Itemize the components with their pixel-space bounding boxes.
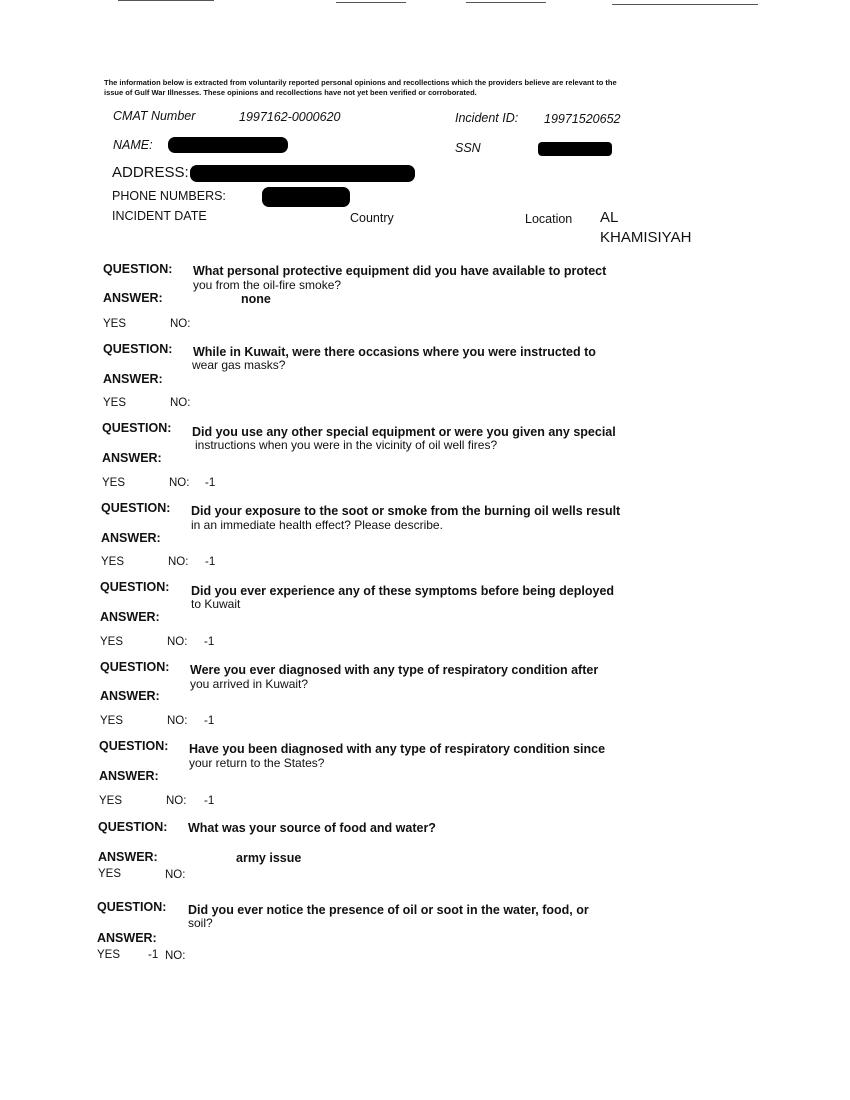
no-label: NO: <box>167 715 188 727</box>
disclaimer <box>104 78 617 98</box>
question-text-cont: instructions when you were in the vicinity of oil well fires? <box>195 438 498 452</box>
address-redaction <box>190 165 415 182</box>
no-label: NO: <box>165 950 186 962</box>
question-text: What was your source of food and water? <box>188 821 436 835</box>
question-label: QUESTION: <box>103 262 173 276</box>
yes-label: YES <box>102 477 126 489</box>
answer-label: ANSWER: <box>103 291 163 305</box>
ssn-redaction <box>538 142 612 156</box>
no-value: -1 <box>204 795 215 807</box>
disclaimer-line-2: issue of Gulf War Illnesses. These opinions and recollections have not yet been verified or corroborated. <box>104 88 477 97</box>
question-label: QUESTION: <box>98 820 168 834</box>
answer-value: none <box>241 292 271 306</box>
cmat-value: 1997162-0000620 <box>239 110 341 124</box>
yes-label: YES <box>101 556 125 568</box>
question-label: QUESTION: <box>97 900 167 914</box>
incident-id-value: 19971520652 <box>544 112 621 126</box>
answer-label: ANSWER: <box>102 451 162 465</box>
no-value: -1 <box>205 477 216 489</box>
answer-label: ANSWER: <box>97 931 157 945</box>
question-text-cont: you from the oil-fire smoke? <box>193 278 342 292</box>
question-text-cont: soil? <box>188 916 213 930</box>
no-value: -1 <box>204 636 215 648</box>
yes-label: YES <box>100 636 124 648</box>
answer-value: army issue <box>236 851 302 865</box>
cmat-label: CMAT Number <box>113 109 196 123</box>
yes-label: YES <box>100 715 124 727</box>
yes-label: YES <box>103 397 127 409</box>
ssn-label: SSN <box>455 141 481 155</box>
yes-label: YES <box>103 318 127 330</box>
scan-line <box>336 2 406 3</box>
question-text: What personal protective equipment did you have available to protect <box>193 264 607 278</box>
question-text-cont: wear gas masks? <box>192 358 286 372</box>
question-label: QUESTION: <box>101 501 171 515</box>
answer-label: ANSWER: <box>101 531 161 545</box>
answer-label: ANSWER: <box>100 610 160 624</box>
question-text-cont: in an immediate health effect? Please describe. <box>191 518 443 532</box>
no-label: NO: <box>166 795 187 807</box>
question-label: QUESTION: <box>100 580 170 594</box>
question-text-cont: your return to the States? <box>189 756 325 770</box>
question-label: QUESTION: <box>103 342 173 356</box>
name-redaction <box>168 137 288 153</box>
incident-id-label: Incident ID: <box>455 111 519 125</box>
scan-line <box>118 0 214 1</box>
answer-label: ANSWER: <box>99 769 159 783</box>
question-label: QUESTION: <box>102 421 172 435</box>
yes-label: YES <box>97 949 121 961</box>
question-label: QUESTION: <box>99 739 169 753</box>
question-label: QUESTION: <box>100 660 170 674</box>
scan-line <box>612 4 758 5</box>
location-value-cont: KHAMISIYAH <box>600 229 692 246</box>
phone-redaction <box>262 187 350 207</box>
disclaimer-line-1: The information below is extracted from voluntarily reported personal opinions and recollections which the providers believe are relevant to the <box>104 78 617 87</box>
question-text: Have you been diagnosed with any type of respiratory condition since <box>189 742 606 756</box>
yes-label: YES <box>98 868 122 880</box>
no-label: NO: <box>169 477 190 489</box>
question-text: Did your exposure to the soot or smoke from the burning oil wells result <box>191 504 621 518</box>
no-label: NO: <box>170 397 191 409</box>
question-text: Did you use any other special equipment or were you given any special <box>192 425 616 439</box>
question-text: While in Kuwait, were there occasions where you were instructed to <box>193 345 596 359</box>
no-label: NO: <box>167 636 188 648</box>
question-text: Were you ever diagnosed with any type of respiratory condition after <box>190 663 599 677</box>
location-label: Location <box>525 212 573 226</box>
phone-label: PHONE NUMBERS: <box>112 189 226 203</box>
question-text: Did you ever notice the presence of oil or soot in the water, food, or <box>188 903 589 917</box>
answer-label: ANSWER: <box>103 372 163 386</box>
yes-value: -1 <box>148 949 159 961</box>
yes-label: YES <box>99 795 123 807</box>
no-value: -1 <box>205 556 216 568</box>
no-label: NO: <box>165 869 186 881</box>
incident-date-label: INCIDENT DATE <box>112 209 207 223</box>
question-text-cont: you arrived in Kuwait? <box>190 677 309 691</box>
question-text: Did you ever experience any of these symptoms before being deployed <box>191 584 615 598</box>
address-label: ADDRESS: <box>112 164 189 181</box>
no-value: -1 <box>204 715 215 727</box>
no-label: NO: <box>170 318 191 330</box>
name-label: NAME: <box>113 138 153 152</box>
country-label: Country <box>350 211 394 225</box>
question-text-cont: to Kuwait <box>191 597 241 611</box>
no-label: NO: <box>168 556 189 568</box>
location-value: AL <box>600 209 619 226</box>
answer-label: ANSWER: <box>98 850 158 864</box>
scan-line <box>466 2 546 3</box>
answer-label: ANSWER: <box>100 689 160 703</box>
